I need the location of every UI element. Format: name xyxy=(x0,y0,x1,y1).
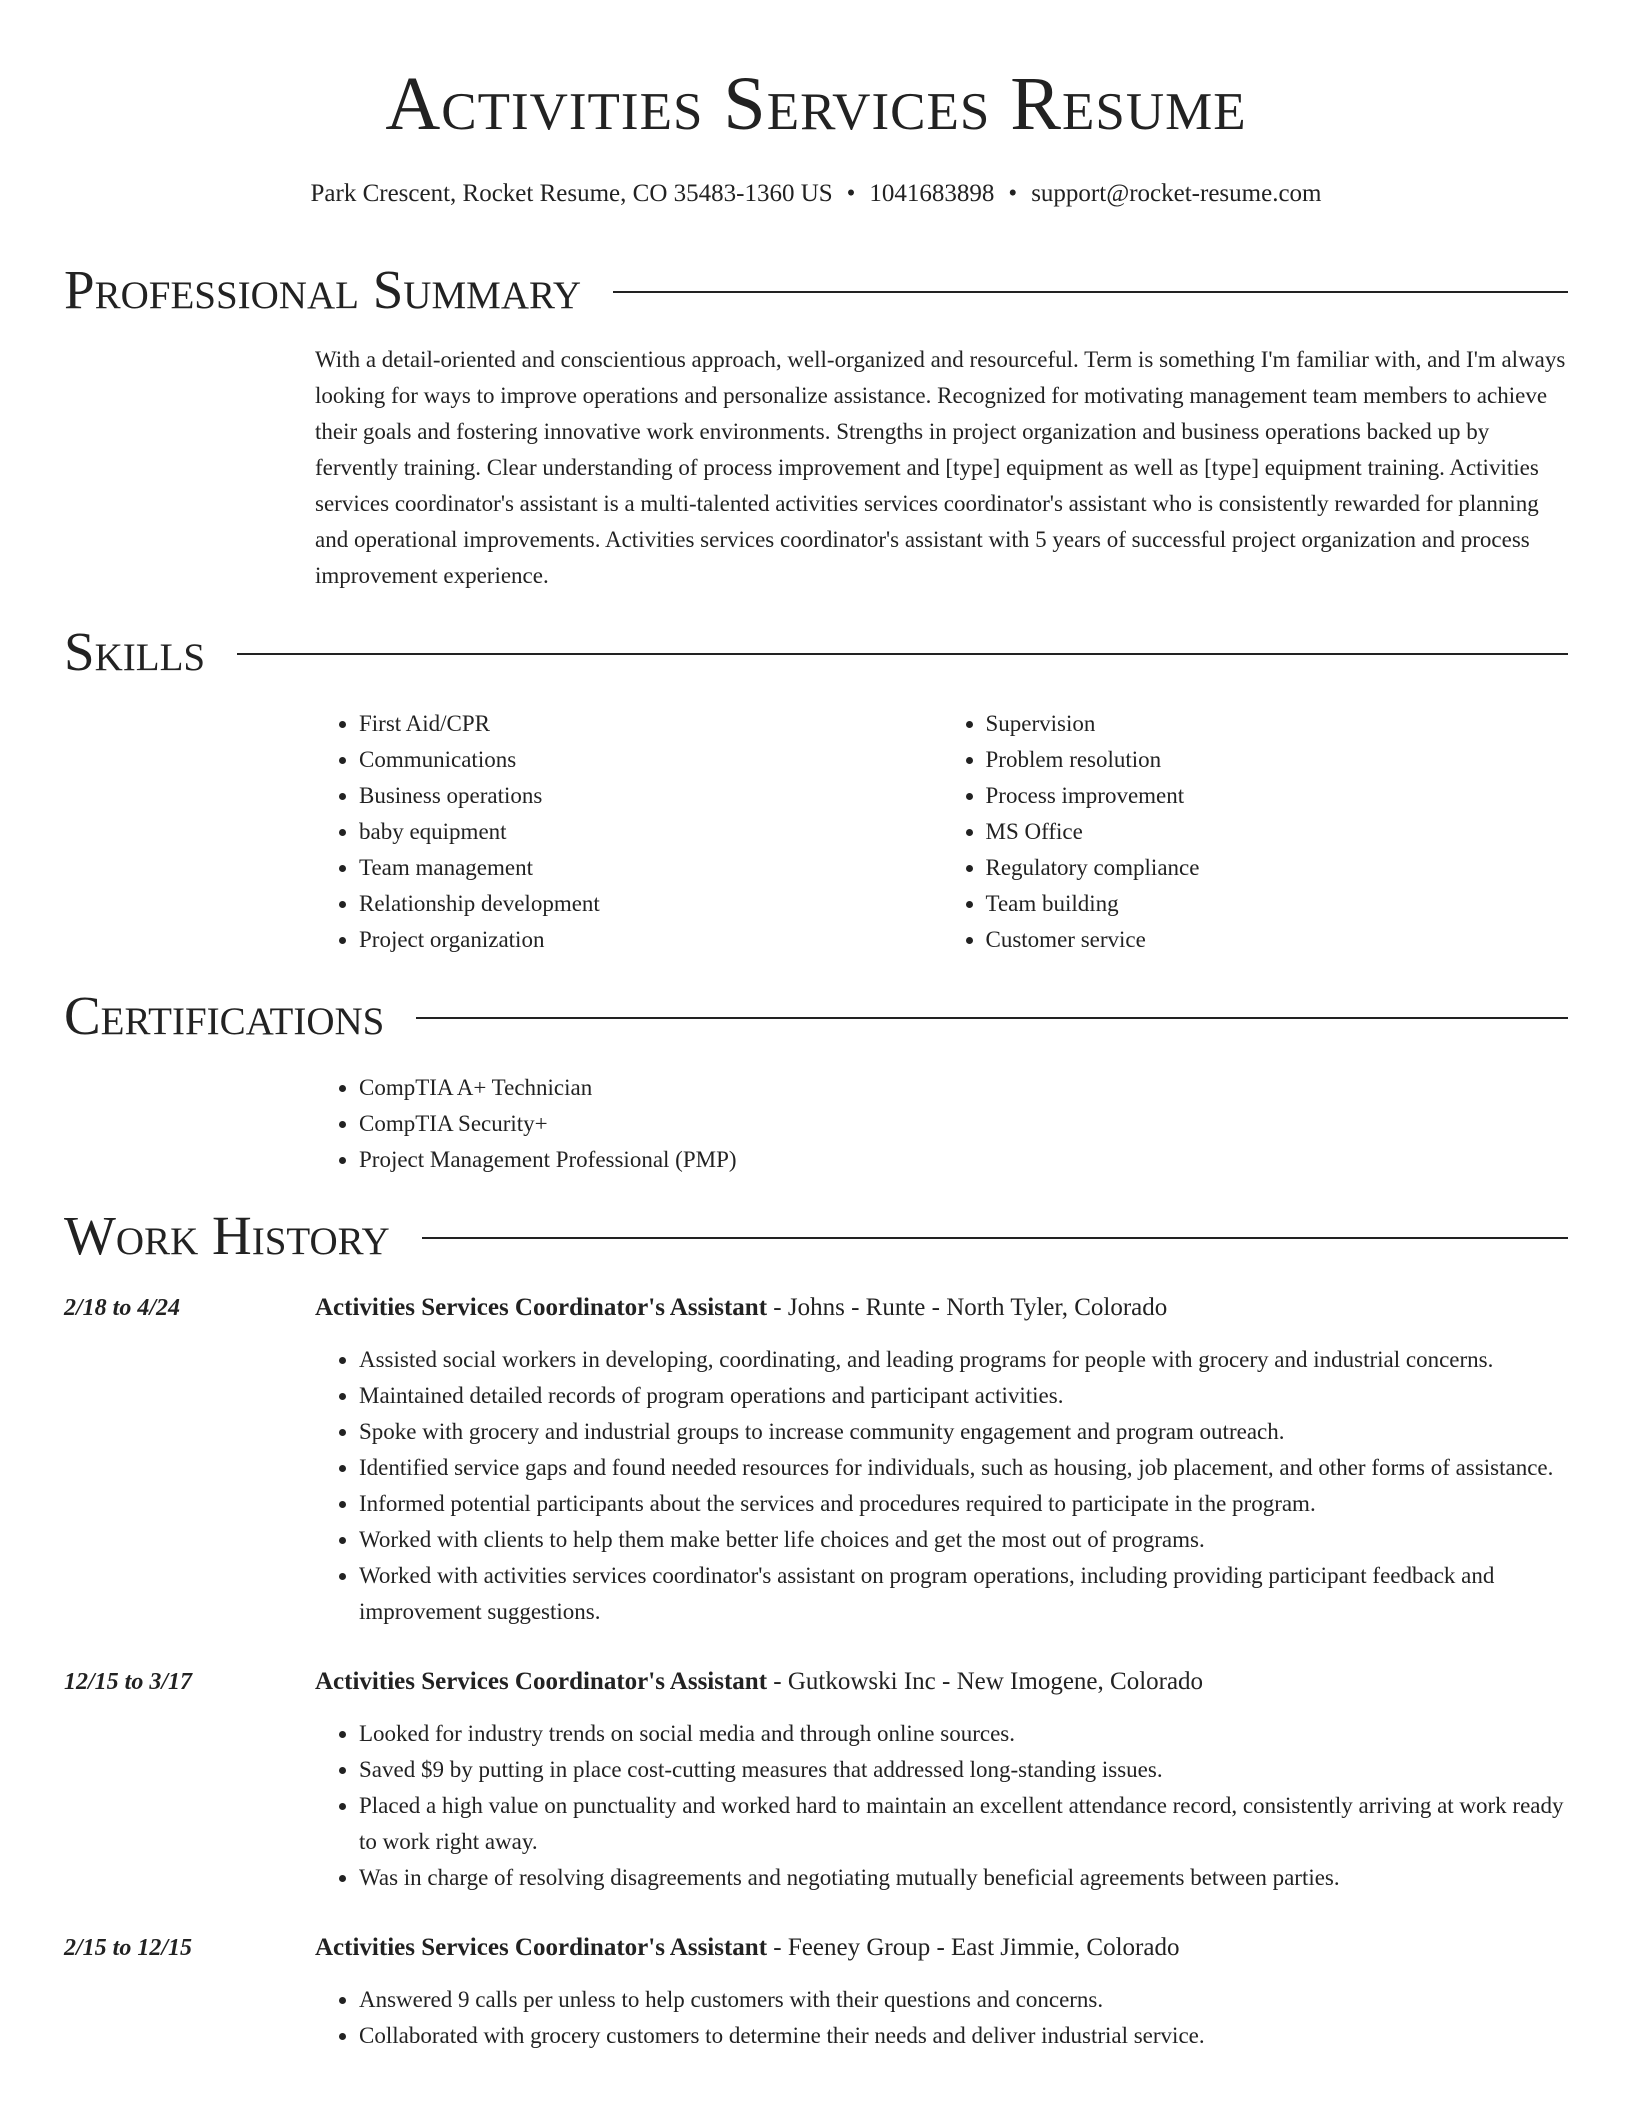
skill-item: • Regulatory compliance xyxy=(986,850,1569,886)
section-title: Certifications xyxy=(64,985,385,1046)
job-title-line xyxy=(315,1290,1568,1326)
job-content xyxy=(315,1290,1568,1630)
job-title-line xyxy=(315,1930,1568,1966)
job-employer: - Johns - Runte - North Tyler, Colorado xyxy=(767,1294,1168,1321)
section-divider xyxy=(422,1237,1568,1239)
section-title: Professional Summary xyxy=(64,259,582,320)
certifications xyxy=(315,1070,1568,1178)
job-bullet: • Saved $9 by putting in place cost-cutting measures that addressed long-standing issues. xyxy=(359,1752,1568,1788)
skill-item: • Communications xyxy=(359,742,942,778)
job-bullet: • Informed potential participants about the services and procedures required to participate in the program. xyxy=(359,1486,1568,1522)
skill-item: • Team building xyxy=(986,886,1569,922)
certifications-list xyxy=(315,1070,1568,1178)
contact-separator: • xyxy=(846,180,856,207)
job-bullet: • Worked with activities services coordinator's assistant on program operations, including providing participant feedback and improvement suggestions. xyxy=(359,1558,1568,1630)
job-entry xyxy=(64,1930,1568,2054)
job-entry xyxy=(64,1664,1568,1896)
contact-email: support@rocket-resume.com xyxy=(1031,180,1322,207)
job-title: Activities Services Coordinator's Assistant xyxy=(315,1934,768,1961)
section-divider xyxy=(237,653,1568,655)
skill-item: • Business operations xyxy=(359,778,942,814)
skill-item: • Relationship development xyxy=(359,886,942,922)
resume-title: Activities Services Resume xyxy=(385,62,1247,146)
section-header-work-history xyxy=(64,1204,1568,1268)
job-bullet: • Looked for industry trends on social media and through online sources. xyxy=(359,1716,1568,1752)
job-bullets xyxy=(315,1982,1568,2054)
job-content xyxy=(315,1664,1568,1896)
job-title: Activities Services Coordinator's Assistant xyxy=(315,1294,768,1321)
skill-item: • First Aid/CPR xyxy=(359,706,942,742)
section-header-certifications xyxy=(64,984,1568,1048)
contact-separator: • xyxy=(1008,180,1018,207)
certification-item: • Project Management Professional (PMP) xyxy=(359,1142,1568,1178)
job-bullet: • Assisted social workers in developing, coordinating, and leading programs for people with grocery and industrial concerns. xyxy=(359,1342,1568,1378)
job-bullet: • Placed a high value on punctuality and worked hard to maintain an excellent attendance record, consistently arriving at work ready to work right away. xyxy=(359,1788,1568,1860)
contact-address: Park Crescent, Rocket Resume, CO 35483-1360 US xyxy=(310,180,833,207)
section-title: Work History xyxy=(64,1205,390,1266)
section-title: Skills xyxy=(64,621,206,682)
summary-text: With a detail-oriented and conscientious approach, well-organized and resourceful. Term is something I'm familiar with, and I'm always looking for ways to improve operations and personalize assistance. Recognized for motivating management team members to achieve their goals and fostering innovative work environments. Strengths in project organization and business operations backed up by fervently training. Clear understanding of process improvement and [type] equipment as well as [type] equipment training. Activities services coordinator's assistant is a multi-talented activities services coordinator's assistant who is consistently rewarded for planning and operational improvements. Activities services coordinator's assistant with 5 years of successful project organization and process improvement experience. xyxy=(315,347,1566,588)
job-bullet: • Answered 9 calls per unless to help customers with their questions and concerns. xyxy=(359,1982,1568,2018)
job-bullet: • Spoke with grocery and industrial groups to increase community engagement and program outreach. xyxy=(359,1414,1568,1450)
skills-list-left xyxy=(315,706,942,958)
certification-item: • CompTIA A+ Technician xyxy=(359,1070,1568,1106)
contact-line xyxy=(64,178,1568,210)
skill-item: • baby equipment xyxy=(359,814,942,850)
certification-item: • CompTIA Security+ xyxy=(359,1106,1568,1142)
skills-grid xyxy=(315,706,1568,958)
job-content xyxy=(315,1930,1568,2054)
job-bullet: • Identified service gaps and found needed resources for individuals, such as housing, job placement, and other forms of assistance. xyxy=(359,1450,1568,1486)
job-employer: - Feeney Group - East Jimmie, Colorado xyxy=(767,1934,1180,1961)
job-title-line xyxy=(315,1664,1568,1700)
job-title: Activities Services Coordinator's Assistant xyxy=(315,1668,768,1695)
job-bullets xyxy=(315,1716,1568,1896)
skill-item: • Project organization xyxy=(359,922,942,958)
job-bullet: • Was in charge of resolving disagreements and negotiating mutually beneficial agreements between parties. xyxy=(359,1860,1568,1896)
skill-item: • MS Office xyxy=(986,814,1569,850)
section-header-skills xyxy=(64,620,1568,684)
job-entry xyxy=(64,1290,1568,1630)
skill-item: • Process improvement xyxy=(986,778,1569,814)
job-employer: - Gutkowski Inc - New Imogene, Colorado xyxy=(767,1668,1204,1695)
section-header-summary xyxy=(64,258,1568,322)
skill-item: • Supervision xyxy=(986,706,1569,742)
contact-phone: 1041683898 xyxy=(869,180,995,207)
job-dates: 12/15 to 3/17 xyxy=(64,1669,193,1695)
job-dates: 2/15 to 12/15 xyxy=(64,1935,193,1961)
skill-item: • Team management xyxy=(359,850,942,886)
job-bullet: • Maintained detailed records of program operations and participant activities. xyxy=(359,1378,1568,1414)
job-bullet: • Worked with clients to help them make better life choices and get the most out of programs. xyxy=(359,1522,1568,1558)
section-divider xyxy=(416,1017,1568,1019)
section-divider xyxy=(613,291,1568,293)
resume-page xyxy=(64,0,1568,2054)
skill-item: • Customer service xyxy=(986,922,1569,958)
skill-item: • Problem resolution xyxy=(986,742,1569,778)
job-bullets xyxy=(315,1342,1568,1630)
job-bullet: • Collaborated with grocery customers to determine their needs and deliver industrial service. xyxy=(359,2018,1568,2054)
job-dates: 2/18 to 4/24 xyxy=(64,1295,181,1321)
skills-list-right xyxy=(942,706,1569,958)
work-history xyxy=(64,1290,1568,2054)
